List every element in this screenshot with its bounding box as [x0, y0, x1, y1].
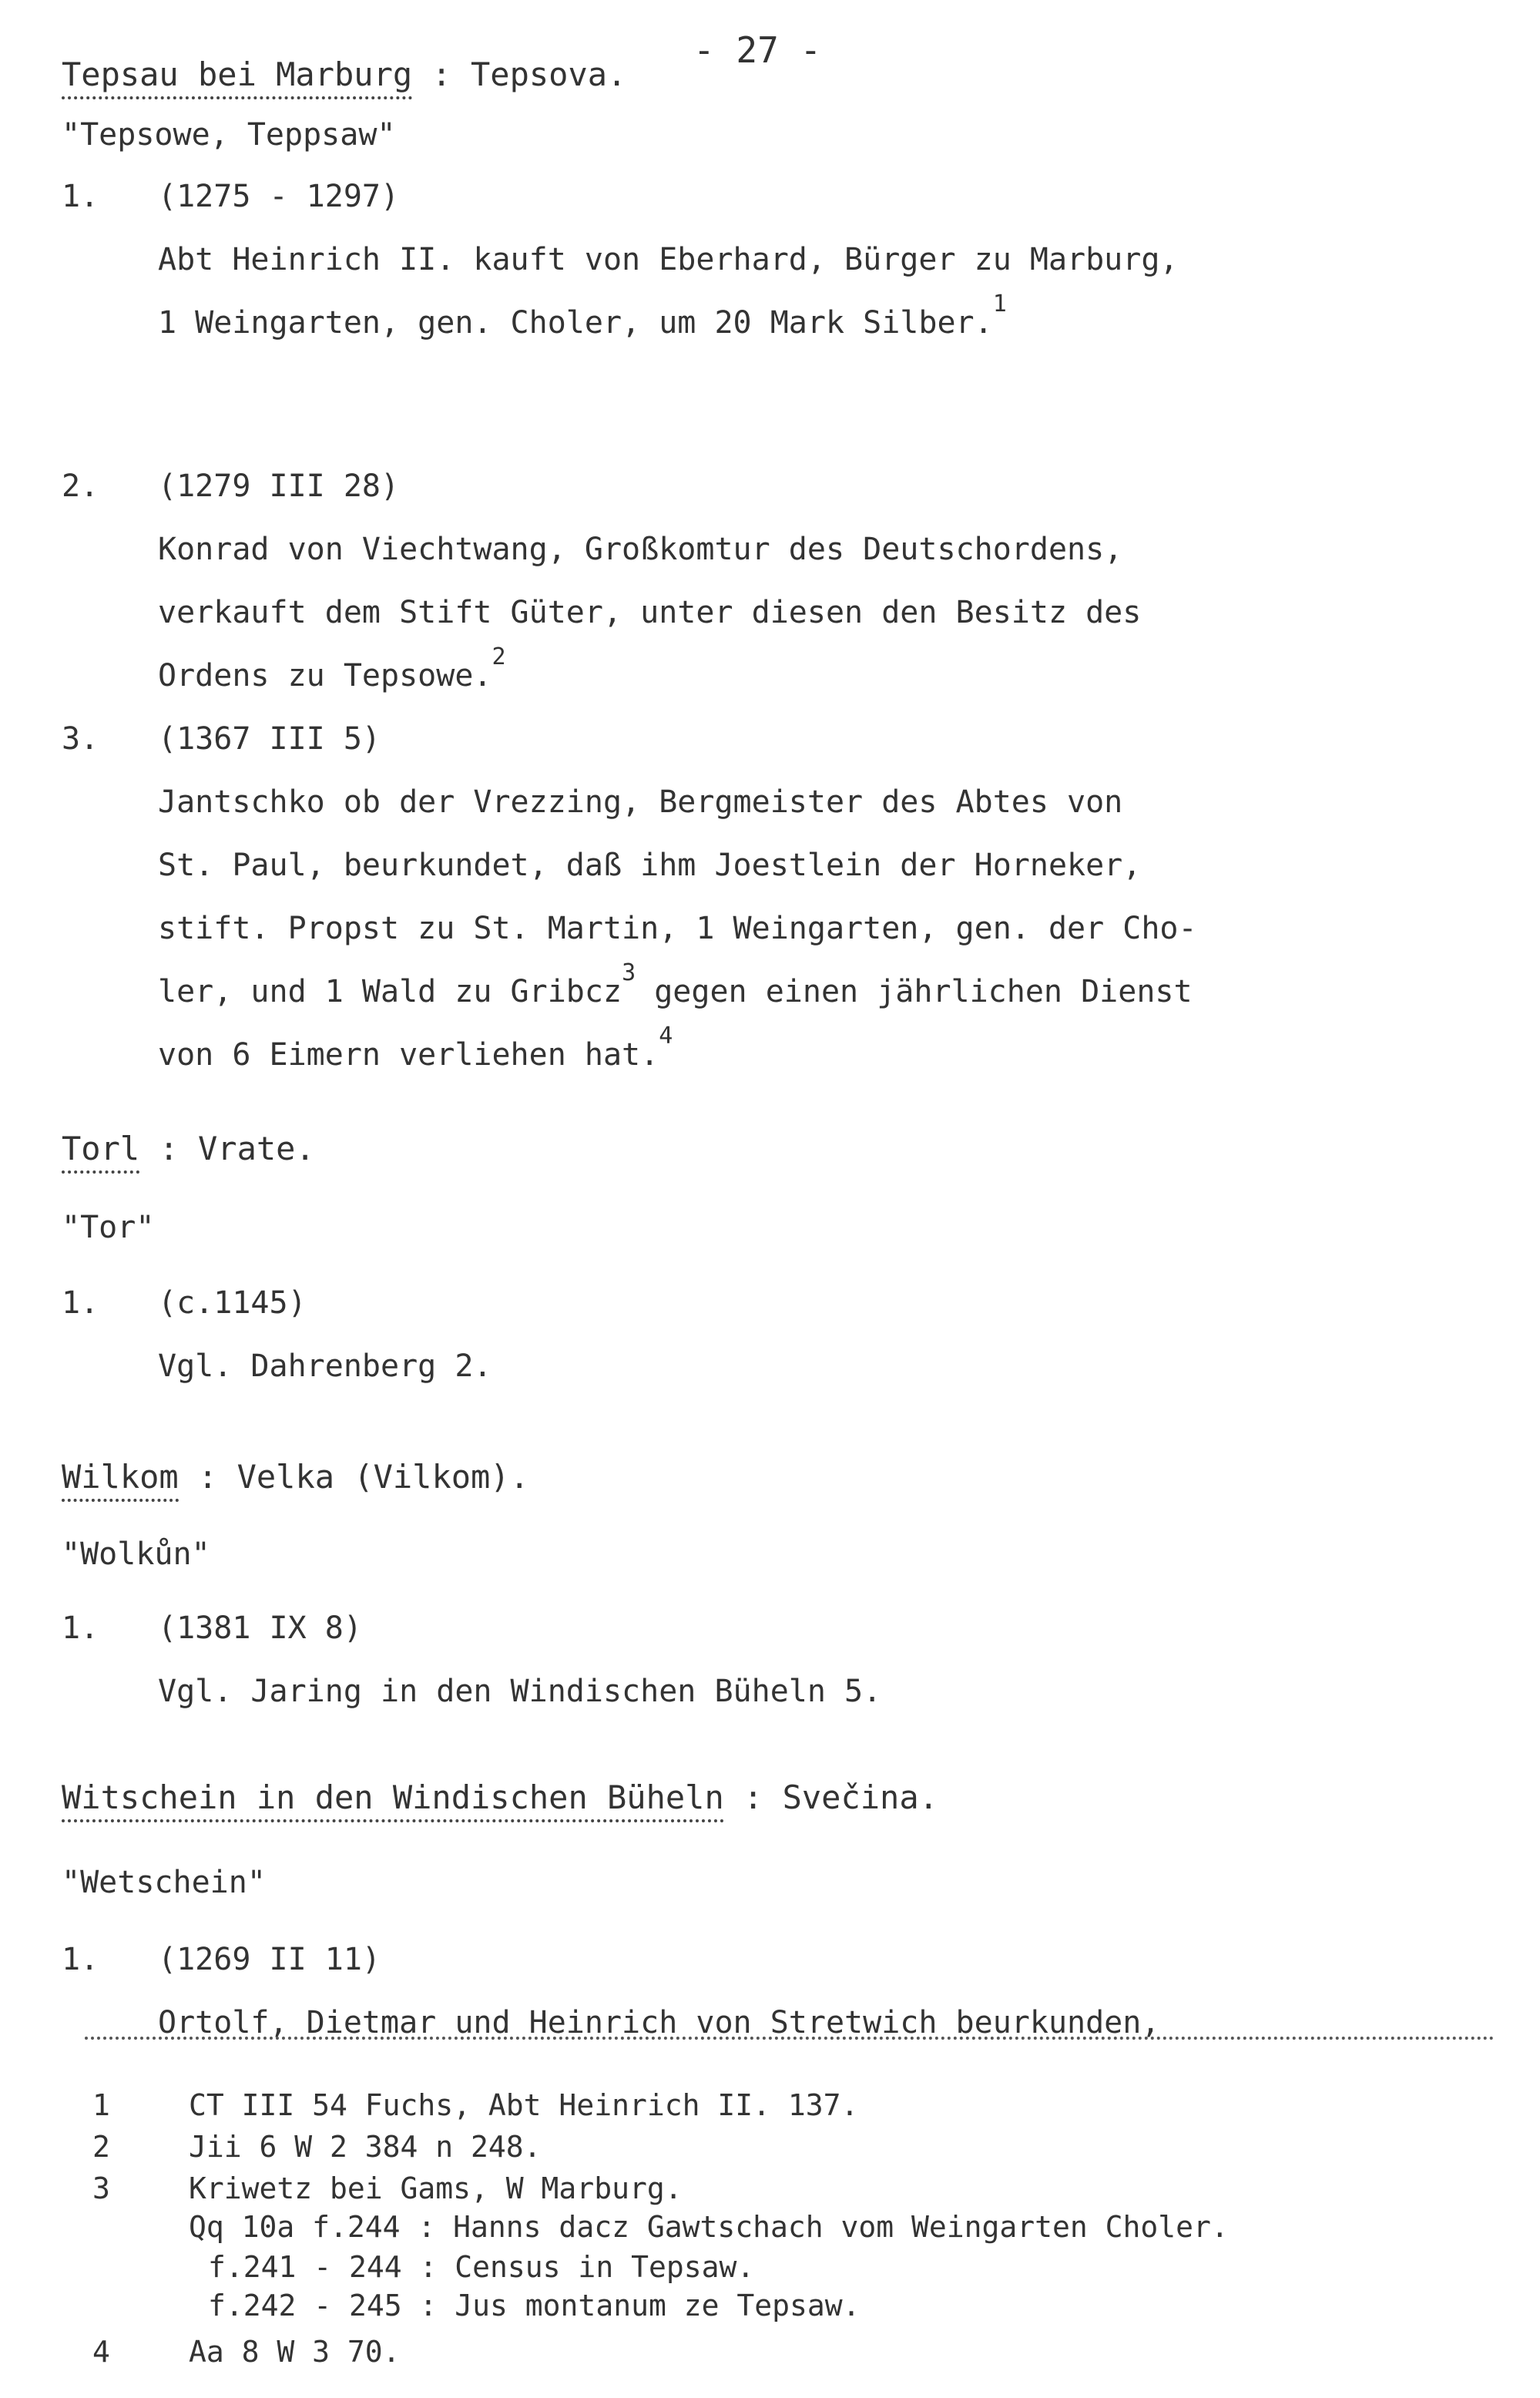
entry-text	[158, 1335, 1529, 1398]
footnote-text: f.241 - 244 : Census in Tepsaw.	[208, 2250, 755, 2284]
place-name: Tepsau bei Marburg	[62, 55, 412, 99]
entry-date: (1269 II 11)	[158, 1942, 381, 1977]
entry-line: stift. Propst zu St. Martin, 1 Weingarten, gen. der Cho-	[158, 911, 1197, 946]
footnote-text: f.242 - 245 : Jus montanum ze Tepsaw.	[208, 2289, 861, 2322]
place-name: Wilkom	[62, 1458, 179, 1502]
historical-forms: "Tepsowe, Teppsaw"	[62, 117, 396, 153]
entry-line: Jantschko ob der Vrezzing, Bergmeister des Abtes von	[158, 784, 1123, 820]
section-heading-torl	[62, 1130, 315, 1167]
place-name: Torl	[62, 1130, 139, 1174]
historical-forms: "Wolkůn"	[62, 1537, 210, 1572]
entry-text	[158, 1660, 1529, 1723]
footnote-number: 1	[92, 2088, 110, 2122]
footnote-ref: 3	[622, 959, 636, 986]
entry-number: 1.	[62, 1285, 99, 1321]
entry-date: (c.1145)	[158, 1285, 307, 1321]
historical-forms: "Tor"	[62, 1210, 155, 1245]
entry-line: verkauft dem Stift Güter, unter diesen den Besitz des	[158, 595, 1142, 630]
footnote-continuation	[208, 2289, 860, 2322]
footnote-separator	[85, 2037, 1495, 2040]
entry-text	[158, 228, 1529, 354]
page-number: - 27 -	[693, 29, 822, 71]
entry-line: Vgl. Dahrenberg 2.	[158, 1348, 492, 1384]
slovene-name: : Svečina.	[743, 1778, 938, 1816]
entry-line: ler, und 1 Wald zu Gribcz$^3$ gegen einen jährlichen Dienst	[158, 959, 1193, 1009]
entry-line: St. Paul, beurkundet, daß ihm Joestlein der Horneker,	[158, 848, 1142, 883]
slovene-name: : Velka (Vilkom).	[198, 1458, 529, 1496]
entry-line: Vgl. Jaring in den Windischen Büheln 5.	[158, 1674, 882, 1709]
entry-number: 1.	[62, 1610, 99, 1646]
entry-line: 1 Weingarten, gen. Choler, um 20 Mark Silber.$^1$	[158, 291, 1007, 341]
entry-number: 3.	[62, 721, 99, 757]
footnote-text: Qq 10a f.244 : Hanns dacz Gawtschach vom Weingarten Choler.	[189, 2210, 1229, 2244]
entry-date: (1279 III 28)	[158, 469, 400, 504]
footnote-text: Jii 6 W 2 384 n 248.	[189, 2130, 542, 2164]
entry-text	[158, 518, 1529, 707]
footnote-ref: 4	[659, 1023, 673, 1050]
footnote-continuation	[208, 2250, 754, 2284]
footnote-number: 2	[92, 2130, 110, 2164]
entry-line: Konrad von Viechtwang, Großkomtur des Deutschordens,	[158, 532, 1123, 567]
entry-date: (1381 IX 8)	[158, 1610, 362, 1646]
entry-line: von 6 Eimern verliehen hat.$^4$	[158, 1023, 673, 1073]
footnote-text: Aa 8 W 3 70.	[189, 2335, 401, 2369]
place-name: Witschein in den Windischen Büheln	[62, 1778, 724, 1822]
entry-number: 1.	[62, 179, 99, 214]
entry-text	[158, 771, 1529, 1086]
entry-text	[158, 1991, 1529, 2054]
entry-date: (1275 - 1297)	[158, 179, 400, 214]
slovene-name: : Tepsova.	[431, 55, 627, 93]
section-heading-witschein	[62, 1778, 938, 1816]
entry-number: 1.	[62, 1942, 99, 1977]
footnote-ref: 2	[492, 643, 506, 670]
entry-line: Ordens zu Tepsowe.$^2$	[158, 643, 506, 694]
entry-number: 2.	[62, 469, 99, 504]
section-heading-wilkom	[62, 1458, 529, 1496]
historical-forms: "Wetschein"	[62, 1865, 266, 1900]
footnote-number: 4	[92, 2335, 110, 2369]
entry-line: Abt Heinrich II. kauft von Eberhard, Bürger zu Marburg,	[158, 242, 1179, 277]
footnote-text: CT III 54 Fuchs, Abt Heinrich II. 137.	[189, 2088, 859, 2122]
entry-line: Ortolf, Dietmar und Heinrich von Stretwich beurkunden,	[158, 2005, 1160, 2040]
entry-date: (1367 III 5)	[158, 721, 381, 757]
footnote-ref: 1	[992, 291, 1007, 317]
slovene-name: : Vrate.	[159, 1130, 315, 1167]
footnote-number: 3	[92, 2171, 110, 2205]
footnote-text: Kriwetz bei Gams, W Marburg.	[189, 2171, 683, 2205]
section-heading-tepsau	[62, 55, 626, 93]
